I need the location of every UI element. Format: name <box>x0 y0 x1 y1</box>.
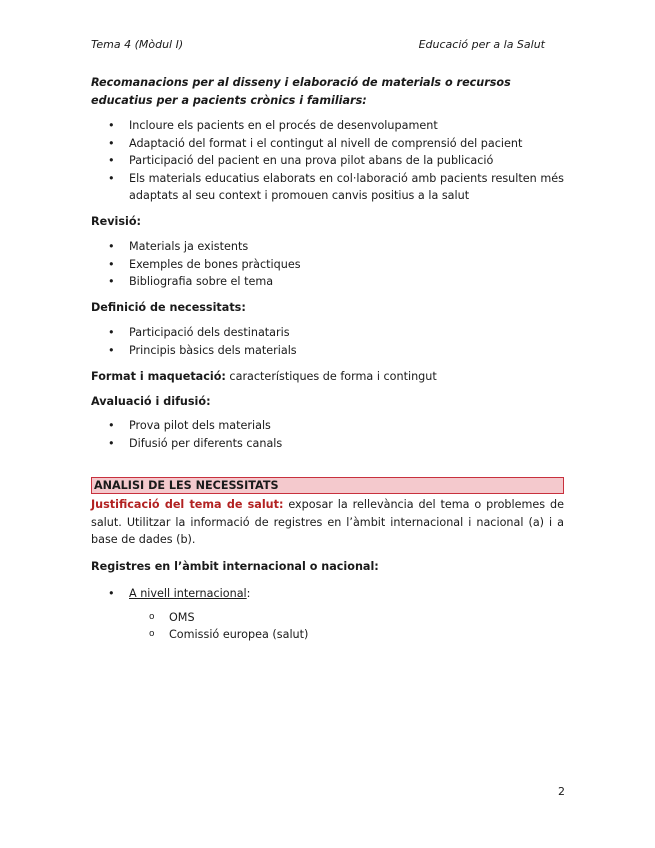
definicio-title: Definició de necessitats: <box>91 300 246 314</box>
list-item: o OMS <box>149 610 195 624</box>
list-item: • Principis bàsics dels materials <box>108 343 297 357</box>
list-item: • Bibliografia sobre el tema <box>108 275 274 288</box>
format-title: Format i maquetació: <box>91 370 226 383</box>
justificacio-label: Justificació del tema de salut: <box>91 498 284 511</box>
header-right: Educació per a la Salut <box>418 38 545 51</box>
recommendations-title: Recomanacions per al disseny i elaboració de materials o recursos educatius per a pacients crònics i familiars: <box>91 76 511 107</box>
list-item: • Participació del pacient en una prova pilot abans de la publicació <box>108 154 494 167</box>
header-left: Tema 4 (Mòdul I) <box>91 38 184 51</box>
link-a-nivell-internacional: A nivell internacional <box>129 587 247 600</box>
page-number: 2 <box>558 785 565 798</box>
document-body <box>91 74 564 644</box>
definicio-list <box>91 324 564 359</box>
avaluacio-title: Avaluació i difusió: <box>91 394 211 408</box>
revisio-title: Revisió: <box>91 214 141 228</box>
registres-title: Registres en l’àmbit internacional o nacional: <box>91 559 379 573</box>
list-item: • Exemples de bones pràctiques <box>108 257 301 271</box>
format-text: característiques de forma i contingut <box>225 370 437 383</box>
list-item: • Els materials educatius elaborats en col·laboració amb pacients resulten més adaptats al seu context i promouen canvis positius a la salut <box>108 171 564 202</box>
list-item: • Adaptació del format i el contingut al nivell de comprensió del pacient <box>108 136 523 150</box>
recommendations-list <box>91 117 564 205</box>
justificacio-paragraph <box>91 496 564 549</box>
list-item: • Participació dels destinataris <box>108 326 290 339</box>
format-line <box>91 368 564 386</box>
registres-sublist <box>91 609 564 644</box>
registres-list <box>91 585 564 603</box>
list-item: • Prova pilot dels materials <box>108 419 271 432</box>
revisio-list <box>91 238 564 291</box>
list-item: • Difusió per diferents canals <box>108 436 283 450</box>
section-heading-analisi: ANALISI DE LES NECESSITATS <box>91 477 564 494</box>
list-item: • Materials ja existents <box>108 240 249 253</box>
avaluacio-list <box>91 417 564 452</box>
list-item: • A nivell internacional: <box>108 587 251 600</box>
list-item: • Incloure els pacients en el procés de desenvolupament <box>108 119 438 132</box>
justificacio-text: exposar la rellevància del tema o problemes de salut. Utilitzar la informació de registres en l’àmbit internacional i nacional (a) i a base de dades (b). <box>91 498 564 546</box>
list-item: o Comissió europea (salut) <box>149 628 309 641</box>
